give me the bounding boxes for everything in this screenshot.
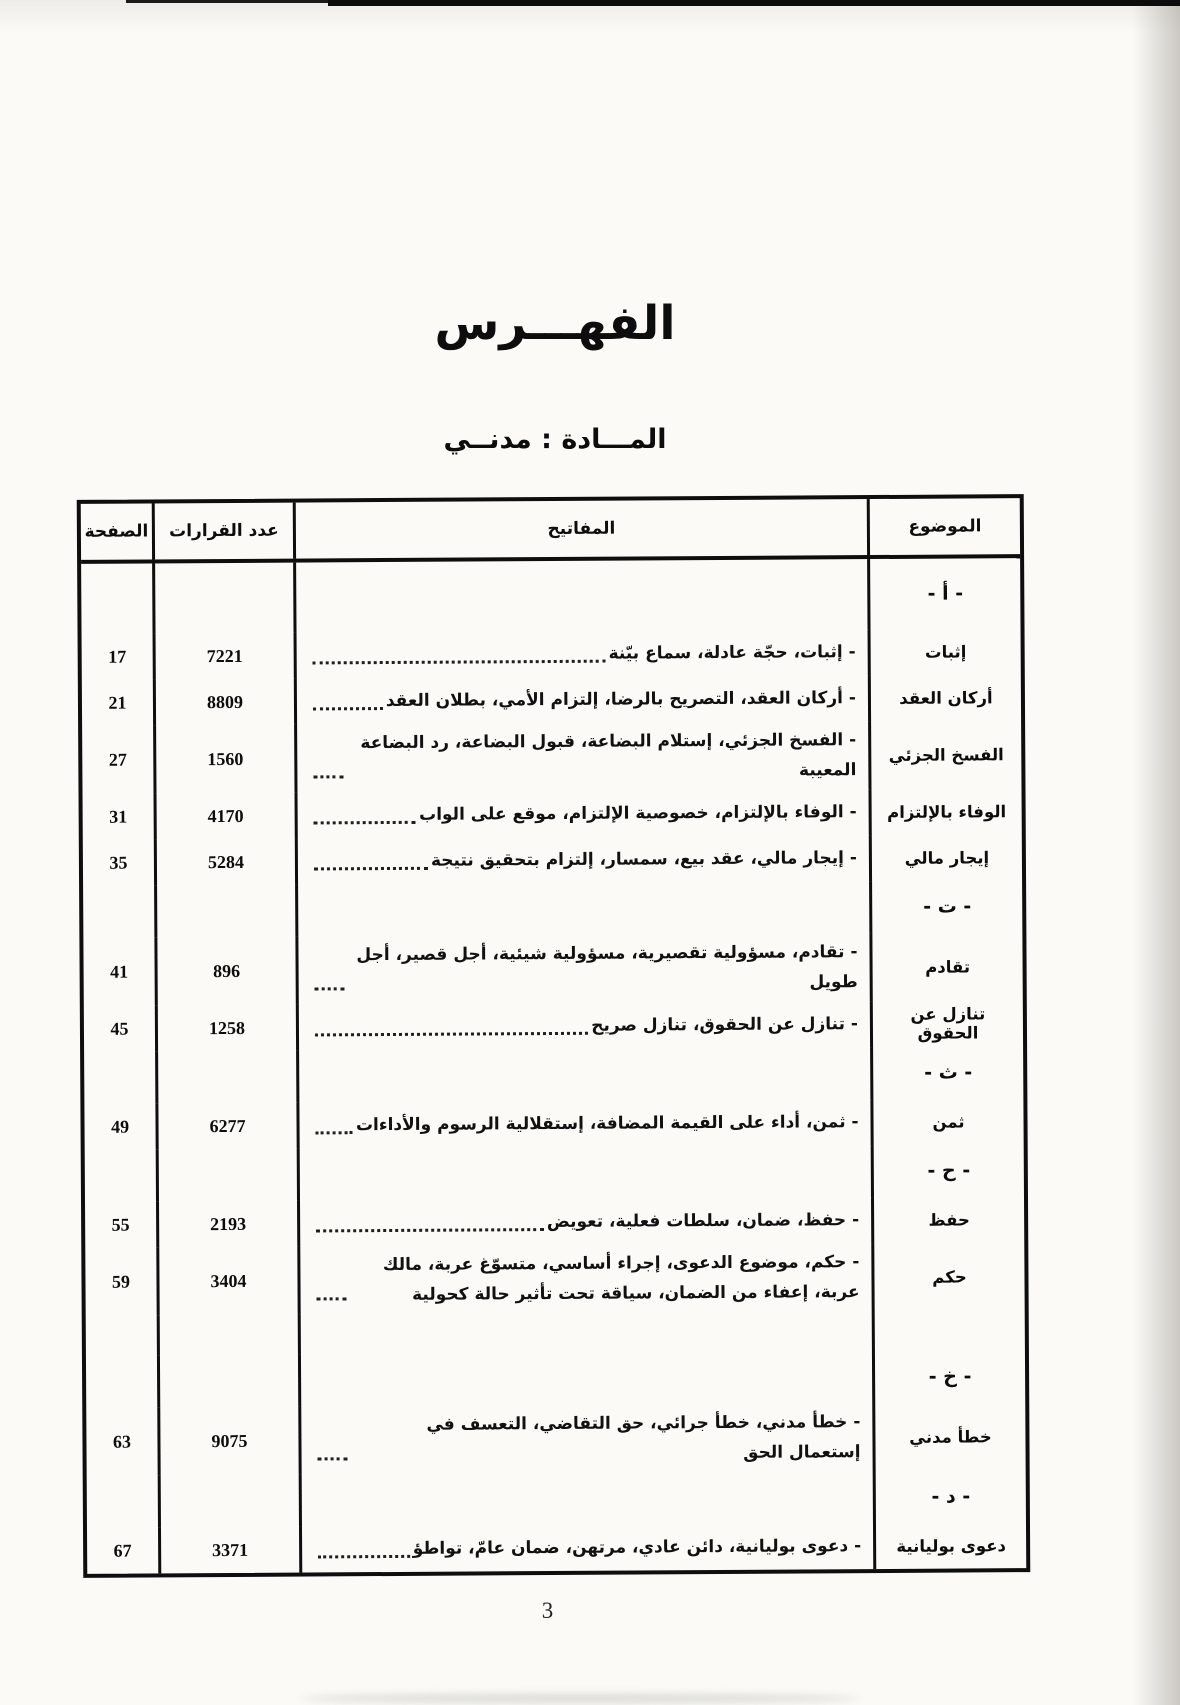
toc-subject: إثبات bbox=[868, 628, 1021, 675]
section-letter: - ح - bbox=[871, 1144, 1024, 1197]
toc-keywords-text: - الوفاء بالإلتزام، خصوصية الإلتزام، موقع على الواب bbox=[419, 802, 857, 825]
toc-decision-number: 3404 bbox=[156, 1247, 297, 1316]
toc-keywords bbox=[297, 1197, 871, 1247]
toc-page-empty bbox=[84, 1051, 155, 1103]
toc-page-empty bbox=[83, 885, 154, 937]
toc-keywords-text: - تنازل عن الحقوق، تنازل صريح bbox=[591, 1014, 858, 1036]
toc-subject: تقادم bbox=[869, 932, 1022, 1001]
dotted-leader bbox=[315, 1032, 588, 1037]
toc-page-empty bbox=[81, 563, 152, 633]
toc-entry-row bbox=[82, 720, 1021, 794]
dotted-leader bbox=[314, 867, 428, 871]
toc-table bbox=[77, 494, 1031, 1578]
toc-section-row bbox=[87, 1470, 1026, 1528]
scan-artifact-top-bar bbox=[328, 0, 1180, 6]
toc-page-ref: 35 bbox=[109, 852, 128, 873]
toc-keywords-text: - حكم، موضوع الدعوى، إجراء أساسي، متسوّغ عربة، مالك عربة، إعفاء من الضمان، سياقة تحت تأثير حالة كحولية bbox=[382, 1252, 860, 1305]
toc-page-ref: 59 bbox=[111, 1271, 131, 1292]
toc-page-ref: 31 bbox=[109, 806, 128, 827]
toc-entry-row bbox=[82, 628, 1021, 680]
toc-decision-number: 3371 bbox=[158, 1527, 299, 1574]
toc-entry-row bbox=[87, 1522, 1026, 1574]
section-letter: - ث - bbox=[870, 1046, 1023, 1099]
toc-keywords-text: - الفسخ الجزئي، إستلام البضاعة، قبول البضاعة، رد البضاعة المعيبة bbox=[360, 730, 857, 781]
toc-decision-number: 9075 bbox=[157, 1407, 298, 1476]
dotted-leader bbox=[313, 660, 606, 665]
header-decisions-count: عدد القرارات bbox=[152, 503, 293, 560]
toc-subject: الفسخ الجزئي bbox=[868, 720, 1021, 789]
toc-decision-number: 2193 bbox=[156, 1201, 297, 1248]
page-number: 3 bbox=[541, 1598, 554, 1623]
toc-page-empty bbox=[87, 1475, 158, 1527]
toc-decisions-empty bbox=[157, 1355, 298, 1408]
toc-subject: خطأ مدني bbox=[872, 1402, 1025, 1471]
toc-table-body bbox=[81, 558, 1026, 1574]
toc-entry-row bbox=[83, 788, 1022, 840]
toc-page-ref: 49 bbox=[110, 1116, 130, 1137]
toc-keywords-empty bbox=[298, 1351, 872, 1407]
toc-decisions-empty bbox=[152, 563, 293, 634]
toc-keywords-empty bbox=[297, 1145, 871, 1201]
toc-keywords bbox=[296, 1001, 870, 1051]
toc-decision-number: 6277 bbox=[155, 1103, 296, 1150]
section-letter: - أ - bbox=[867, 558, 1020, 629]
toc-page-ref: 63 bbox=[112, 1431, 132, 1452]
toc-table-header bbox=[81, 498, 1020, 564]
toc-entry-row bbox=[84, 1000, 1023, 1052]
toc-subject: أركان العقد bbox=[868, 674, 1021, 721]
toc-keywords bbox=[295, 933, 869, 1005]
toc-keywords bbox=[294, 675, 868, 725]
toc-decision-number: 896 bbox=[154, 937, 295, 1006]
toc-page-empty bbox=[85, 1149, 156, 1201]
toc-keywords bbox=[294, 721, 868, 793]
toc-keywords-text: - إيجار مالي، عقد بيع، سمسار، إلتزام بتحقيق نتيجة bbox=[430, 848, 857, 871]
toc-keywords bbox=[294, 629, 868, 679]
toc-keywords bbox=[297, 1243, 871, 1315]
toc-keywords-empty bbox=[296, 1047, 870, 1103]
dotted-leader bbox=[313, 707, 383, 710]
dotted-leader bbox=[313, 775, 343, 778]
toc-entry-row bbox=[85, 1196, 1024, 1248]
toc-subject: دعوى بوليانية bbox=[873, 1522, 1026, 1569]
page-subtitle: المـــادة : مدنــي bbox=[443, 424, 667, 455]
toc-page-ref: 67 bbox=[113, 1540, 132, 1561]
toc-section-row bbox=[86, 1350, 1025, 1408]
dotted-leader bbox=[318, 1555, 410, 1559]
toc-keywords-text: - ثمن، أداء على القيمة المضافة، إستقلالية الرسوم والأداءات bbox=[355, 1112, 859, 1136]
toc-entry-row bbox=[83, 834, 1022, 886]
toc-page-ref: 17 bbox=[108, 646, 127, 667]
header-page: الصفحة bbox=[84, 521, 149, 542]
toc-subject: حكم bbox=[871, 1242, 1024, 1311]
toc-decisions-empty bbox=[156, 1149, 297, 1202]
toc-decisions-empty bbox=[155, 1051, 296, 1104]
toc-keywords-text: - إثبات، حجّة عادلة، سماع بيّنة bbox=[608, 642, 856, 664]
toc-subject: حفظ bbox=[871, 1196, 1024, 1243]
toc-entry-row bbox=[86, 1402, 1025, 1476]
toc-entry-row bbox=[83, 932, 1022, 1006]
toc-keywords-text: - تقادم، مسؤولية تقصيرية، مسؤولية شيئية، أجل قصير، أجل طويل bbox=[356, 942, 858, 993]
toc-section-row bbox=[81, 558, 1020, 634]
toc-page-empty bbox=[86, 1355, 157, 1407]
toc-decision-number: 5284 bbox=[154, 839, 295, 886]
toc-keywords bbox=[298, 1403, 872, 1475]
toc-decisions-empty bbox=[154, 885, 295, 938]
toc-keywords bbox=[299, 1523, 873, 1573]
toc-page-ref: 21 bbox=[108, 692, 127, 713]
header-subject: الموضوع bbox=[867, 498, 1020, 555]
toc-keywords bbox=[295, 789, 869, 839]
toc-keywords bbox=[296, 1099, 870, 1149]
dotted-leader bbox=[314, 821, 416, 825]
header-keywords: المفاتيح bbox=[293, 499, 867, 559]
toc-entry-row bbox=[85, 1242, 1024, 1316]
toc-keywords-text: - أركان العقد، التصريح بالرضا، إلتزام الأمي، بطلان العقد bbox=[385, 688, 857, 712]
toc-page-ref: 27 bbox=[108, 749, 127, 770]
toc-keywords-text: - حفظ، ضمان، سلطات فعلية، تعويض bbox=[546, 1210, 860, 1233]
page-title: الفهـــرس bbox=[434, 296, 676, 351]
scan-artifact-bottom-smudge bbox=[300, 1694, 860, 1703]
toc-section-row bbox=[83, 880, 1022, 938]
toc-keywords-empty bbox=[295, 881, 869, 937]
toc-page-ref: 41 bbox=[110, 961, 129, 982]
dotted-leader bbox=[316, 1228, 544, 1232]
section-letter: - د - bbox=[873, 1470, 1026, 1523]
toc-keywords bbox=[295, 835, 869, 885]
toc-entry-row bbox=[82, 674, 1021, 726]
dotted-leader bbox=[315, 987, 345, 990]
toc-subject: الوفاء بالإلتزام bbox=[868, 788, 1021, 835]
dotted-leader bbox=[316, 1131, 353, 1134]
toc-decision-number: 8809 bbox=[153, 679, 294, 726]
toc-decision-number: 1560 bbox=[153, 725, 294, 794]
toc-spacer-row bbox=[86, 1310, 1025, 1356]
toc-keywords-empty bbox=[299, 1471, 873, 1527]
toc-keywords-text: - خطأ مدني، خطأ جرائي، حق التقاضي، التعسف في إستعمال الحق bbox=[426, 1412, 861, 1463]
toc-decision-number: 7221 bbox=[153, 633, 294, 680]
toc-keywords-empty bbox=[293, 559, 867, 633]
toc-keywords-text: - دعوى بوليانية، دائن عادي، مرتهن، ضمان عامّ، تواطؤ bbox=[412, 1536, 862, 1559]
toc-decisions-empty bbox=[158, 1475, 299, 1528]
toc-section-row bbox=[84, 1046, 1023, 1104]
toc-decision-number: 4170 bbox=[154, 793, 295, 840]
toc-page-ref: 55 bbox=[111, 1214, 130, 1235]
section-letter: - خ - bbox=[872, 1350, 1025, 1403]
toc-subject: ثمن bbox=[870, 1098, 1023, 1145]
toc-subject: إيجار مالي bbox=[869, 834, 1022, 881]
section-letter: - ت - bbox=[869, 880, 1022, 933]
toc-entry-row bbox=[84, 1098, 1023, 1150]
toc-page-ref: 45 bbox=[110, 1018, 129, 1039]
toc-subject: تنازل عن الحقوق bbox=[870, 1000, 1023, 1047]
toc-section-row bbox=[85, 1144, 1024, 1202]
dotted-leader bbox=[317, 1297, 347, 1300]
toc-decision-number: 1258 bbox=[155, 1005, 296, 1052]
dotted-leader bbox=[318, 1457, 348, 1460]
